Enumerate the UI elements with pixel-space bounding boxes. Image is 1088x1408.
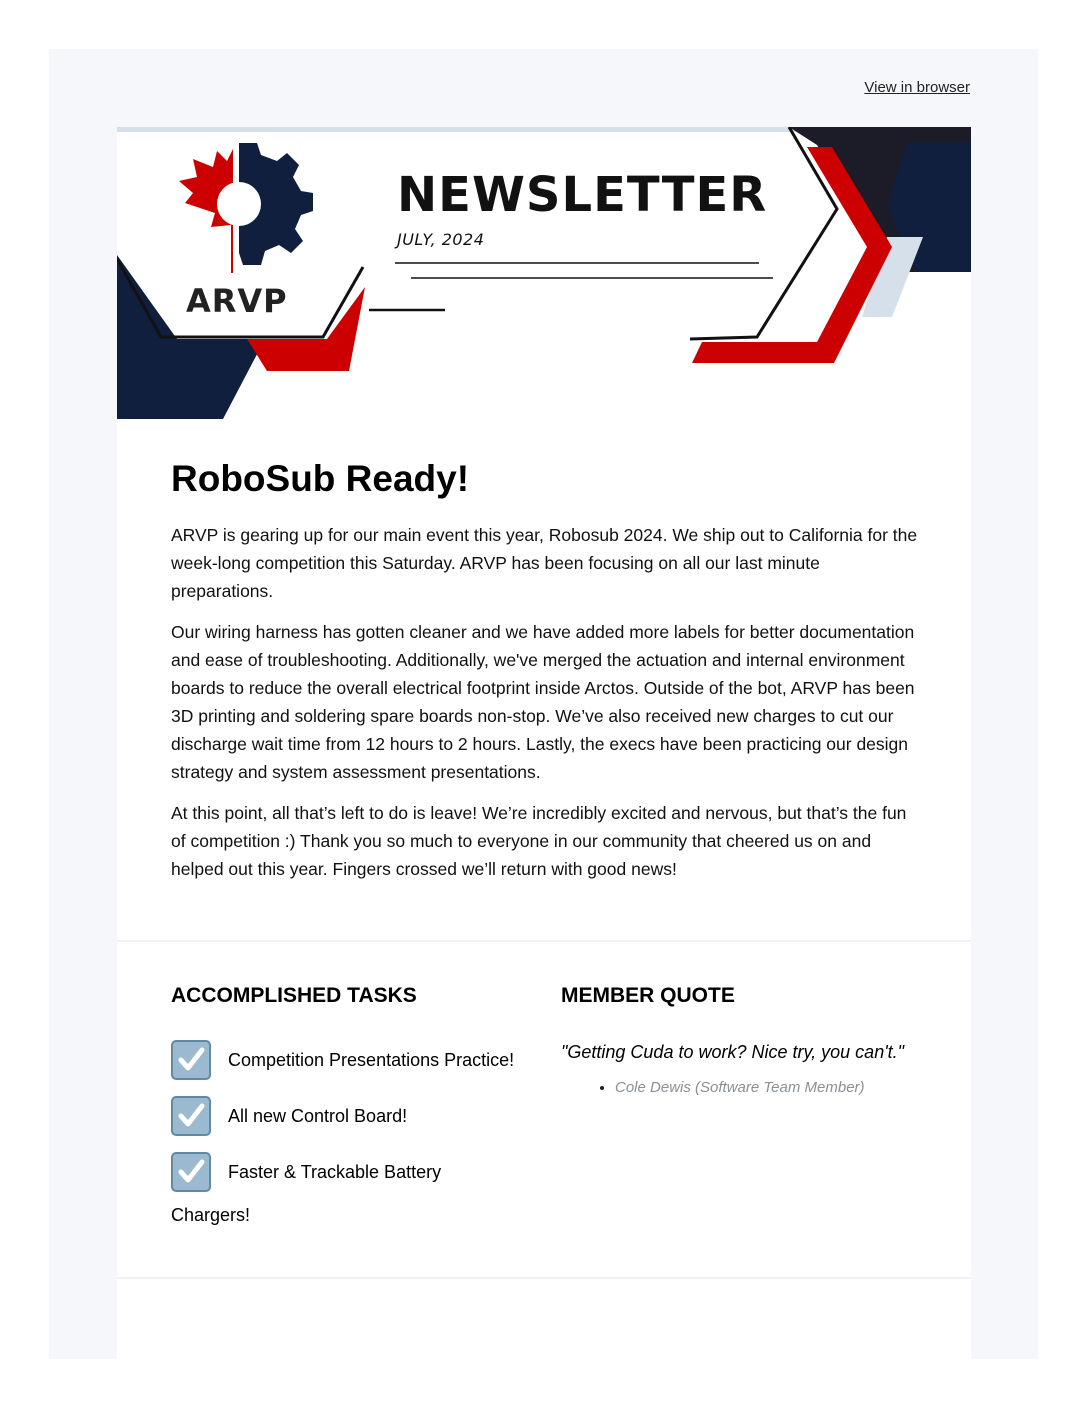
newsletter-card: [117, 127, 971, 1359]
article-paragraph: ARVP is gearing up for our main event this year, Robosub 2024. We ship out to California for the week-long competition this Saturday. ARVP has been focusing on all our last minute preparations.: [171, 525, 918, 601]
accomplished-tasks-section: [171, 983, 541, 1229]
task-item: [171, 1037, 541, 1083]
task-label-continuation: Chargers!: [171, 1205, 251, 1225]
check-mark-icon: [171, 1152, 211, 1192]
task-label: Competition Presentations Practice!: [228, 1049, 515, 1070]
check-mark-icon: [171, 1040, 211, 1080]
article: [171, 457, 919, 896]
logo-text: ARVP: [186, 282, 288, 320]
task-label: All new Control Board!: [228, 1105, 408, 1126]
section-divider: [117, 940, 971, 942]
check-mark-icon: [171, 1096, 211, 1136]
quote-attribution-list: [561, 1079, 931, 1096]
section-divider: [117, 1277, 971, 1279]
member-quote-section: [561, 983, 931, 1096]
newsletter-title: NEWSLETTER: [397, 167, 768, 223]
article-paragraph: At this point, all that’s left to do is leave! We’re incredibly excited and nervous, but that’s the fun of competition :) Thank you so much to everyone in our community that cheered us on and helped out this year. Fingers crossed we’ll return with good news!: [171, 803, 907, 879]
task-item: [171, 1093, 541, 1139]
view-in-browser-link[interactable]: View in browser: [864, 79, 970, 96]
quote-attribution: • Cole Dewis (Software Team Member): [615, 1079, 931, 1096]
article-title: RoboSub Ready!: [171, 458, 470, 499]
quote-heading: MEMBER QUOTE: [561, 984, 735, 1007]
member-quote: "Getting Cuda to work? Nice try, you can't.": [561, 1042, 905, 1062]
task-label: Faster & Trackable Battery: [228, 1161, 442, 1182]
tasks-heading: ACCOMPLISHED TASKS: [171, 984, 417, 1007]
article-paragraph: Our wiring harness has gotten cleaner and we have added more labels for better documentation and ease of troubleshooting. Additionally, we've merged the actuation and internal environment boards to reduce the overall electrical footprint inside Arctos. Outside of the bot, ARVP has been 3D printing and soldering spare boards non-stop. We’ve also received new charges to cut our discharge wait time from 12 hours to 2 hours. Lastly, the execs have been practicing our design strategy and system assessment presentations.: [171, 622, 915, 782]
task-item: [171, 1149, 541, 1195]
newsletter-banner: [117, 127, 971, 419]
newsletter-date: JULY, 2024: [397, 230, 485, 249]
email-background: [49, 49, 1038, 1359]
